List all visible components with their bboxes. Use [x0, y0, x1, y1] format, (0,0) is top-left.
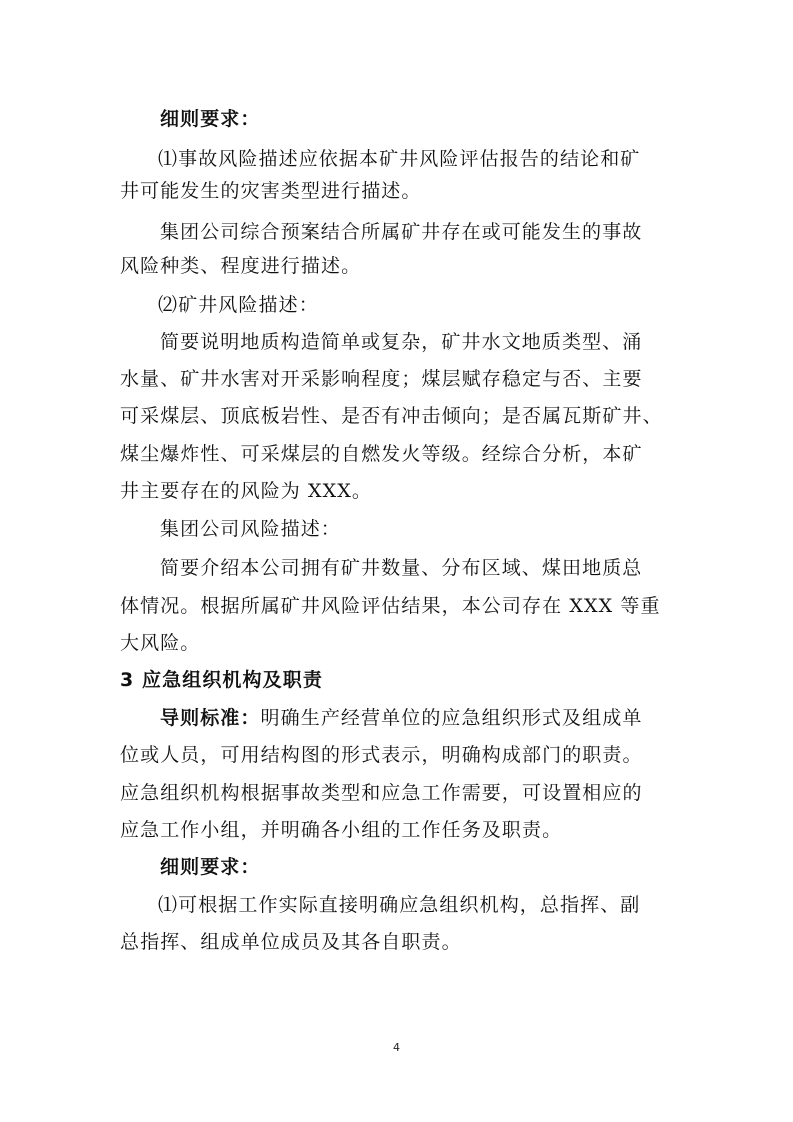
- item-2-mine-risk: ⑵矿井风险描述：: [158, 294, 319, 316]
- guide-line-2: 位或人员，可用结构图的形式表示，明确构成部门的职责。: [120, 744, 643, 766]
- mine-desc-line-2: 水量、矿井水害对开采影响程度；煤层赋存稳定与否、主要: [120, 368, 643, 390]
- group-risk-line-2: 体情况。根据所属矿井风险评估结果，本公司存在 XXX 等重: [120, 595, 661, 617]
- group-desc-line-2: 风险种类、程度进行描述。: [120, 255, 362, 277]
- detail-requirements-heading-2: 细则要求：: [160, 856, 261, 878]
- item-3-line-1: ⑴可根据工作实际直接明确应急组织机构，总指挥、副: [158, 894, 641, 916]
- guide-line-1: [160, 706, 670, 730]
- guide-line-1-text: 明确生产经营单位的应急组织形式及组成单: [260, 707, 643, 729]
- item-3-line-2: 总指挥、组成单位成员及其各自职责。: [120, 931, 462, 953]
- guide-line-4: 应急工作小组，并明确各小组的工作任务及职责。: [120, 819, 563, 841]
- mine-desc-line-3: 可采煤层、顶底板岩性、是否有冲击倾向；是否属瓦斯矿井、: [120, 405, 663, 427]
- group-desc-line-1: 集团公司综合预案结合所属矿井存在或可能发生的事故: [160, 221, 643, 243]
- detail-requirements-heading: 细则要求：: [160, 108, 261, 130]
- guide-line-3: 应急组织机构根据事故类型和应急工作需要，可设置相应的: [120, 782, 643, 804]
- guide-label: 导则标准：: [160, 707, 261, 729]
- group-risk-line-1: 简要介绍本公司拥有矿井数量、分布区域、煤田地质总: [160, 557, 643, 579]
- item-1-line-1: ⑴事故风险描述应依据本矿井风险评估报告的结论和矿: [158, 148, 641, 170]
- group-risk-line-3: 大风险。: [120, 632, 201, 654]
- mine-desc-line-4: 煤尘爆炸性、可采煤层的自燃发火等级。经综合分析，本矿: [120, 443, 643, 465]
- mine-desc-line-1: 简要说明地质构造简单或复杂，矿井水文地质类型、涌: [160, 331, 643, 353]
- mine-desc-line-5: 井主要存在的风险为 XXX。: [120, 480, 373, 502]
- group-risk-heading: 集团公司风险描述：: [160, 518, 341, 540]
- item-1-line-2: 井可能发生的灾害类型进行描述。: [120, 180, 422, 202]
- page-number: 4: [393, 1041, 400, 1054]
- section-3-heading: 3 应急组织机构及职责: [120, 669, 323, 691]
